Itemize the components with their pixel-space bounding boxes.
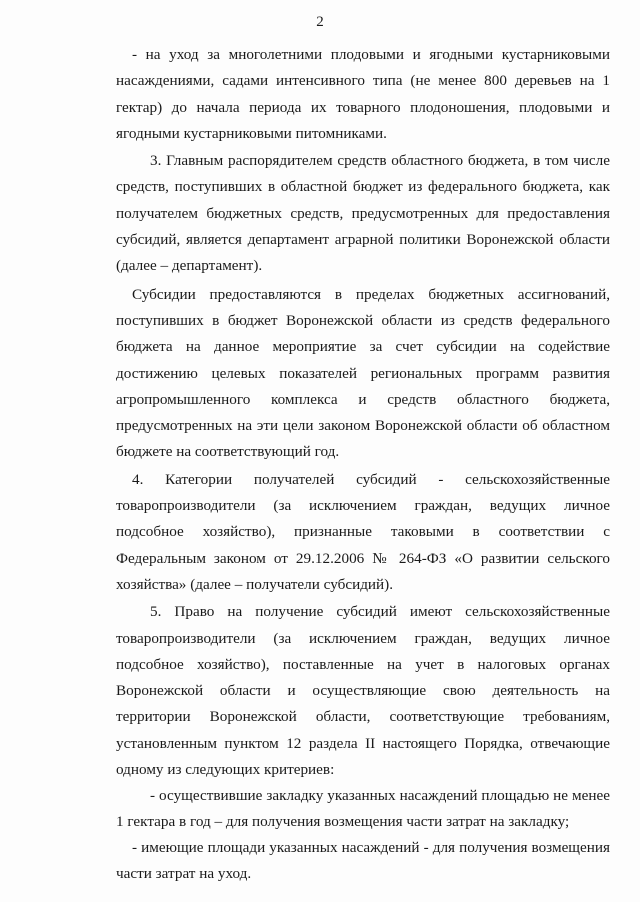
paragraph-criterion-care: - имеющие площади указанных насаждений - для получения возмещения части затрат на уход. [116,839,610,883]
paragraph-subsidy-allocation: Субсидии предоставляются в пределах бюджетных ассигнований, поступивших в бюджет Воронежской области из средств федерального бюджета на данное мероприятие за счет субсидии на содействие достижению целевых показателей региональных программ развития агропромышленного комплекса и средств областного бюджета, предусмотренных на эти цели законом Воронежской области об областном бюджете на соответствующий год. [116,285,610,461]
paragraph-main-administrator: 3. Главным распорядителем средств областного бюджета, в том числе средств, поступивших в областной бюджет из федерального бюджета, как получателем бюджетных средств, предусмотренных для предоставления субсидий, является департамент аграрной политики Воронежской области (далее – департамент). [116,152,610,275]
paragraph-right-to-subsidy: 5. Право на получение субсидий имеют сельскохозяйственные товаропроизводители (за исключением граждан, ведущих личное подсобное хозяйство), поставленные на учет в налоговых органах Воронежской области и осуществляющие свою деятельность на территории Воронежской области, соответствующие требованиям, установленным пунктом 12 раздела II настоящего Порядка, отвечающие одному из следующих критериев: [116,603,610,779]
document-body [116,42,610,887]
page-number: 2 [316,14,324,30]
paragraph-care-plantings: - на уход за многолетними плодовыми и ягодными кустарниковыми насаждениями, садами интенсивного типа (не менее 800 деревьев на 1 гектар) до начала периода их товарного плодоношения, плодовыми и ягодными кустарниковыми питомниками. [116,46,610,142]
paragraph-recipient-categories: 4. Категории получателей субсидий - сельскохозяйственные товаропроизводители (за исключением граждан, ведущих личное подсобное хозяйство), признанные таковыми в соответствии с Федеральным законом от 29.12.2006 № 264-ФЗ «О развитии сельского хозяйства» (далее – получатели субсидий). [116,470,610,593]
paragraph-criterion-planting: - осуществившие закладку указанных насаждений площадью не менее 1 гектара в год – для получения возмещения части затрат на закладку; [116,787,610,831]
